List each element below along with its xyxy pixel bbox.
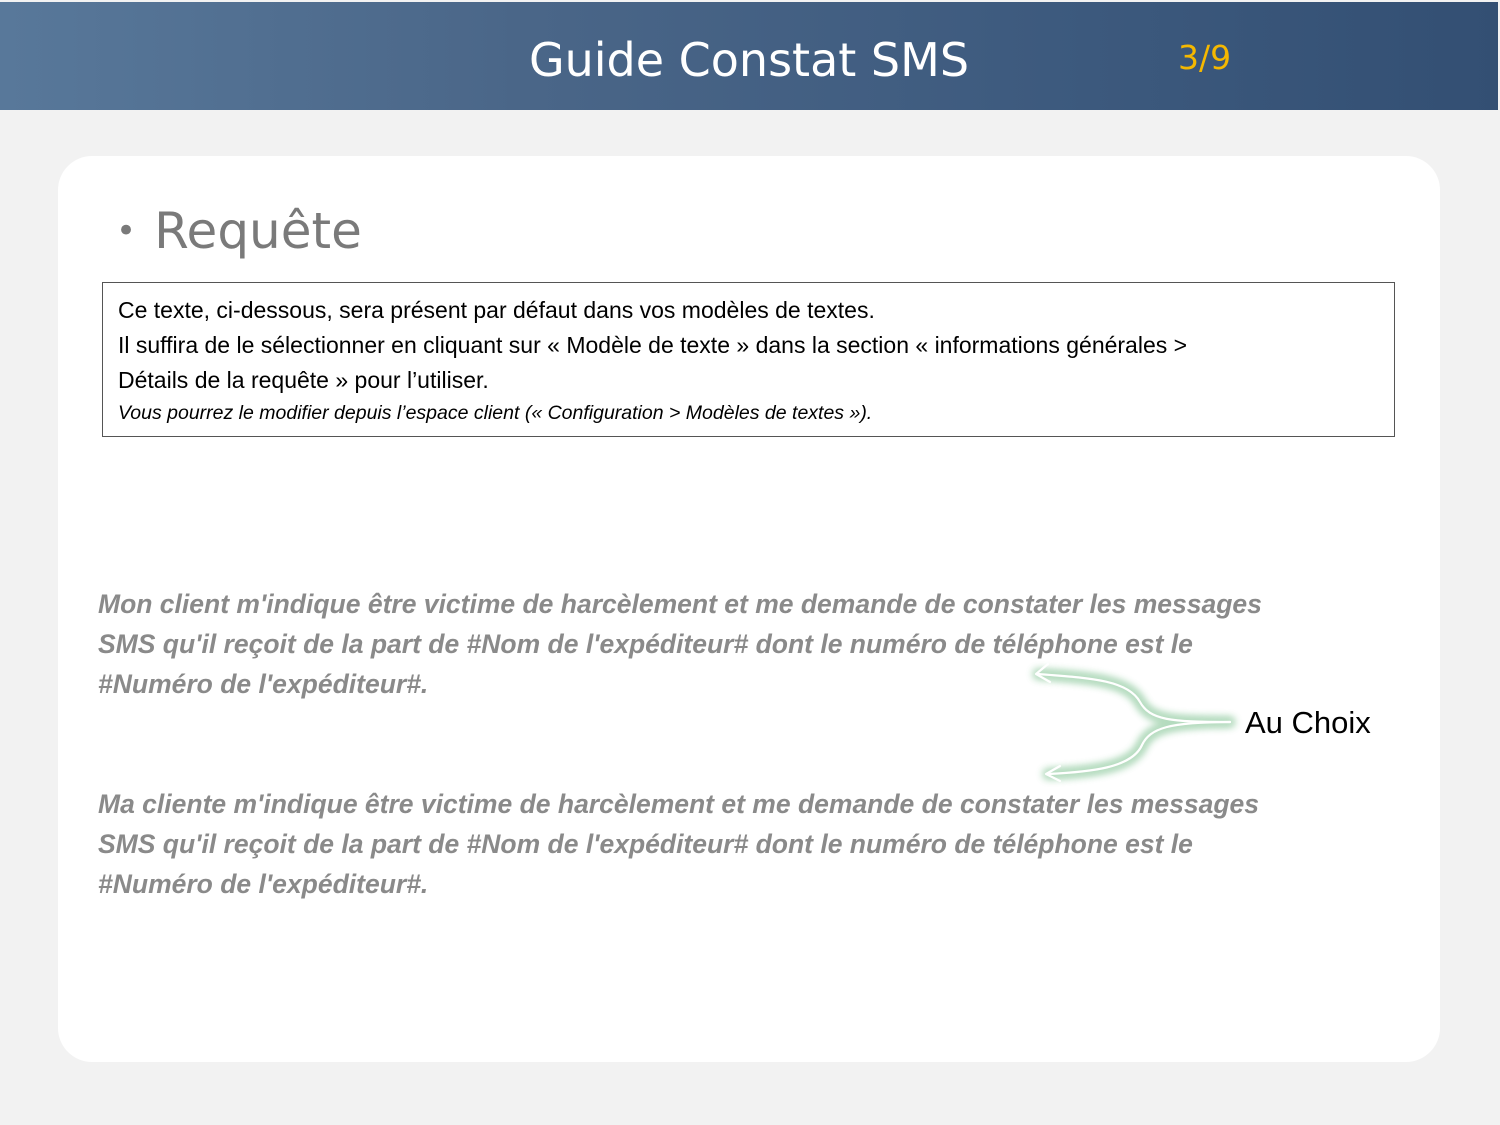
info-line-2: Il suffira de le sélectionner en cliquant sur « Modèle de texte » dans la section « informations générales >: [118, 332, 1188, 358]
option-2-line-2: SMS qu'il reçoit de la part de #Nom de l'expéditeur# dont le numéro de téléphone est le: [98, 829, 1193, 859]
info-line-3: Détails de la requête » pour l’utiliser.: [118, 367, 489, 393]
section-heading: [116, 200, 362, 262]
option-1-line-3: #Numéro de l'expéditeur#.: [98, 669, 429, 699]
template-option-2: [98, 784, 1398, 904]
header-bar: [0, 2, 1498, 110]
fork-arrows-icon: [1020, 650, 1250, 790]
section-heading-label: Requête: [154, 202, 362, 260]
option-1-line-1: Mon client m'indique être victime de harcèlement et me demande de constater les messages: [98, 589, 1262, 619]
info-box: [102, 282, 1395, 437]
page-title: Guide Constat SMS: [528, 33, 970, 87]
option-2-line-3: #Numéro de l'expéditeur#.: [98, 869, 429, 899]
option-1-line-2: SMS qu'il reçoit de la part de #Nom de l'expéditeur# dont le numéro de téléphone est le: [98, 629, 1193, 659]
option-2-line-1: Ma cliente m'indique être victime de harcèlement et me demande de constater les messages: [98, 789, 1259, 819]
info-line-1: Ce texte, ci-dessous, sera présent par défaut dans vos modèles de textes.: [118, 297, 875, 323]
bullet-icon: •: [116, 211, 137, 251]
info-note: Vous pourrez le modifier depuis l’espace client (« Configuration > Modèles de textes »).: [118, 402, 873, 424]
page-counter: 3/9: [1178, 38, 1232, 77]
choice-label: Au Choix: [1245, 705, 1371, 740]
